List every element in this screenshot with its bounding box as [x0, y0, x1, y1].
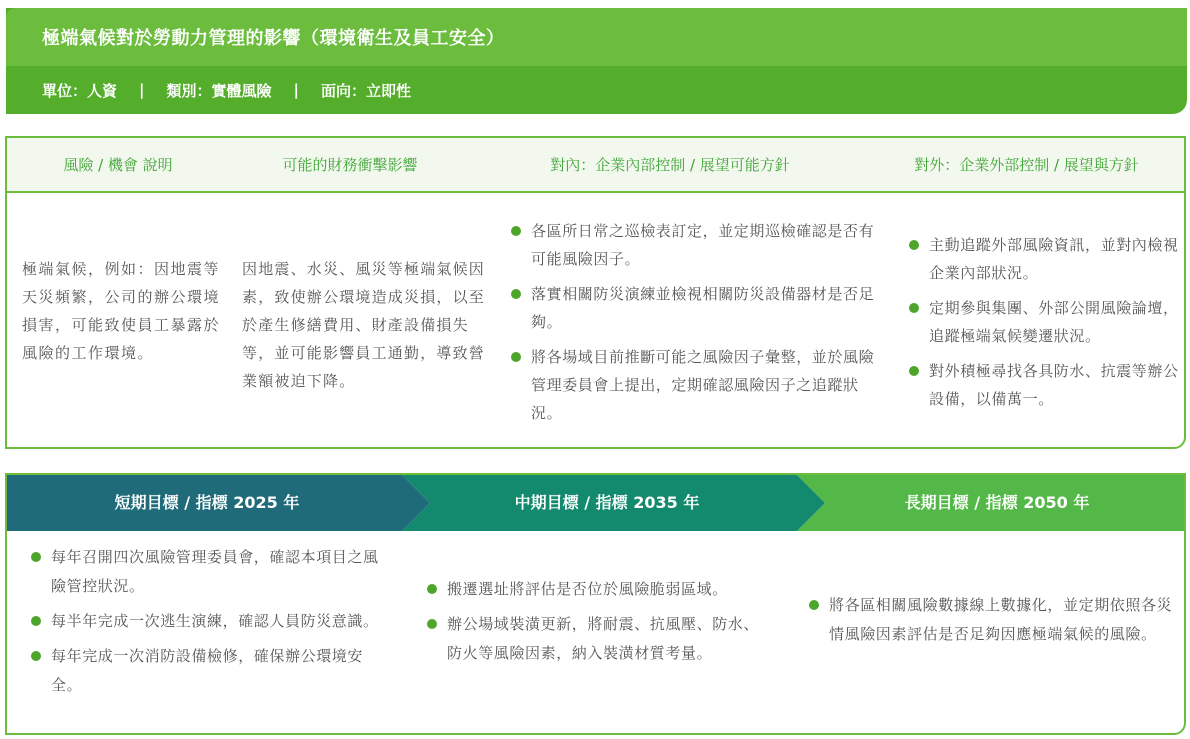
page-title: 極端氣候對於勞動力管理的影響（環境衛生及員工安全） [6, 8, 1187, 66]
internal-control-list [509, 217, 879, 434]
list-item [425, 610, 770, 668]
list-item [509, 217, 879, 273]
category-label: 類別：實體風險 [166, 81, 272, 100]
financial-impact-text: 因地震、水災、風災等極端氣候因素，致使辦公環境造成災損，以至於產生修繕費用、財產設備損失等，並可能影響員工通勤，導致營業額被迫下降。 [242, 260, 486, 390]
meta-bar [6, 66, 1187, 114]
list-item-text: 每年完成一次消防設備檢修，確保辦公環境安全。 [51, 647, 364, 694]
list-item [907, 231, 1179, 287]
list-item [907, 357, 1179, 413]
list-item [907, 294, 1179, 350]
list-item-text: 辦公場域裝潢更新，將耐震、抗風壓、防水、防火等風險因素，納入裝潢材質考量。 [447, 615, 760, 662]
list-item [509, 343, 879, 427]
list-item [807, 591, 1179, 649]
risk-table-header [7, 138, 1184, 193]
list-item-text: 對外積極尋找各具防水、抗震等辦公設備，以備萬一。 [929, 362, 1179, 408]
header-risk-description: 風險 / 機會 說明 [63, 156, 173, 174]
bullet-icon [809, 600, 819, 610]
list-item [29, 543, 379, 601]
list-item-text: 落實相關防災演練並檢視相關防災設備器材是否足夠。 [531, 285, 875, 331]
bullet-icon [909, 303, 919, 313]
bullet-icon [427, 619, 437, 629]
list-item-text: 每半年完成一次逃生演練，確認人員防災意識。 [51, 612, 379, 630]
list-item-text: 各區所日常之巡檢表訂定，並定期巡檢確認是否有可能風險因子。 [531, 222, 875, 268]
list-item-text: 每年召開四次風險管理委員會，確認本項目之風險管控狀況。 [51, 548, 379, 595]
unit-label: 單位：人資 [42, 81, 118, 100]
list-item-text: 將各區相關風險數據線上數據化，並定期依照各災情風險因素評估是否足夠因應極端氣候的風險。 [829, 596, 1173, 643]
header-internal-control: 對內：企業內部控制 / 展望可能方針 [550, 156, 790, 174]
external-control-list [907, 231, 1179, 420]
risk-table [5, 136, 1186, 449]
mid-term-label: 中期目標 / 指標 2035 年 [514, 493, 700, 512]
list-item-text: 主動追蹤外部風險資訊，並對內檢視企業內部狀況。 [929, 236, 1179, 282]
mid-term-list [425, 575, 770, 674]
bullet-icon [427, 584, 437, 594]
list-item-text: 定期參與集團、外部公開風險論壇，追蹤極端氣候變遷狀況。 [929, 299, 1179, 345]
bullet-icon [31, 651, 41, 661]
risk-description-text: 極端氣候，例如：因地震等天災頻繁，公司的辦公環境損害，可能致使員工暴露於風險的工作環境。 [22, 260, 221, 362]
list-item-text: 搬遷選址將評估是否位於風險脆弱區域。 [447, 580, 728, 598]
short-term-list [29, 543, 379, 706]
short-term-label: 短期目標 / 指標 2025 年 [114, 493, 300, 512]
risk-table-body [7, 193, 1184, 447]
targets-panel [5, 473, 1186, 735]
list-item [509, 280, 879, 336]
list-item [29, 642, 379, 700]
meta-separator: | [139, 81, 145, 99]
header-banner [6, 8, 1187, 114]
bullet-icon [909, 240, 919, 250]
list-item-text: 將各場域目前推斷可能之風險因子彙整，並於風險管理委員會上提出，定期確認風險因子之追蹤狀況。 [531, 348, 875, 422]
aspect-label: 面向：立即性 [321, 81, 412, 100]
long-term-label: 長期目標 / 指標 2050 年 [904, 493, 1090, 512]
bullet-icon [31, 552, 41, 562]
long-term-list [807, 591, 1179, 655]
header-financial-impact: 可能的財務衝擊影響 [282, 156, 418, 174]
list-item [425, 575, 770, 604]
bullet-icon [31, 616, 41, 626]
bullet-icon [511, 226, 521, 236]
header-external-control: 對外：企業外部控制 / 展望與方針 [914, 156, 1139, 174]
list-item [29, 607, 379, 636]
bullet-icon [511, 352, 521, 362]
bullet-icon [511, 289, 521, 299]
meta-separator: | [293, 81, 299, 99]
bullet-icon [909, 366, 919, 376]
